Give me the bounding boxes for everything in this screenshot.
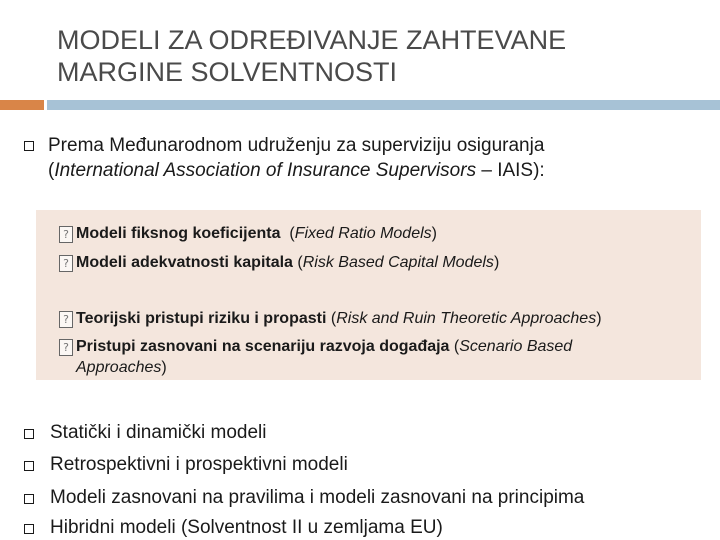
sub-item-fixed-ratio: Modeli fiksnog koeficijenta (Fixed Ratio Models): [76, 225, 437, 242]
sub-item-scenario-based: Pristupi zasnovani na scenariju razvoja događaja (Scenario Based: [76, 338, 573, 355]
missing-glyph-box-icon: ?: [59, 255, 73, 272]
sub-item-risk-based-capital: Modeli adekvatnosti kapitala (Risk Based Capital Models): [76, 254, 500, 271]
hollow-square-bullet-icon: [24, 141, 34, 151]
list-item: Retrospektivni i prospektivni modeli: [50, 454, 348, 475]
accent-divider-bar: [0, 100, 44, 110]
sub-item-ruin-theoretic: Teorijski pristupi riziku i propasti (Risk and Ruin Theoretic Approaches): [76, 310, 602, 327]
intro-line-1: Prema Međunarodnom udruženju za superviziju osiguranja: [48, 135, 545, 156]
list-item: Hibridni modeli (Solventnost II u zemljama EU): [50, 517, 443, 538]
slide-title: [57, 24, 697, 88]
sub-item-scenario-based-cont: Approaches): [76, 359, 167, 376]
slide-title-line-2: MARGINE SOLVENTNOSTI: [57, 57, 398, 87]
title-divider-bar: [47, 100, 720, 110]
list-item: Modeli zasnovani na pravilima i modeli zasnovani na principima: [50, 487, 585, 508]
slide-title-line-1: MODELI ZA ODREĐIVANJE ZAHTEVANE: [57, 25, 567, 55]
intro-line-2: (International Association of Insurance Supervisors – IAIS):: [48, 160, 545, 181]
missing-glyph-box-icon: ?: [59, 311, 73, 328]
hollow-square-bullet-icon: [24, 524, 34, 534]
missing-glyph-box-icon: ?: [59, 339, 73, 356]
hollow-square-bullet-icon: [24, 429, 34, 439]
hollow-square-bullet-icon: [24, 494, 34, 504]
missing-glyph-box-icon: ?: [59, 226, 73, 243]
hollow-square-bullet-icon: [24, 461, 34, 471]
list-item: Statički i dinamički modeli: [50, 422, 267, 443]
